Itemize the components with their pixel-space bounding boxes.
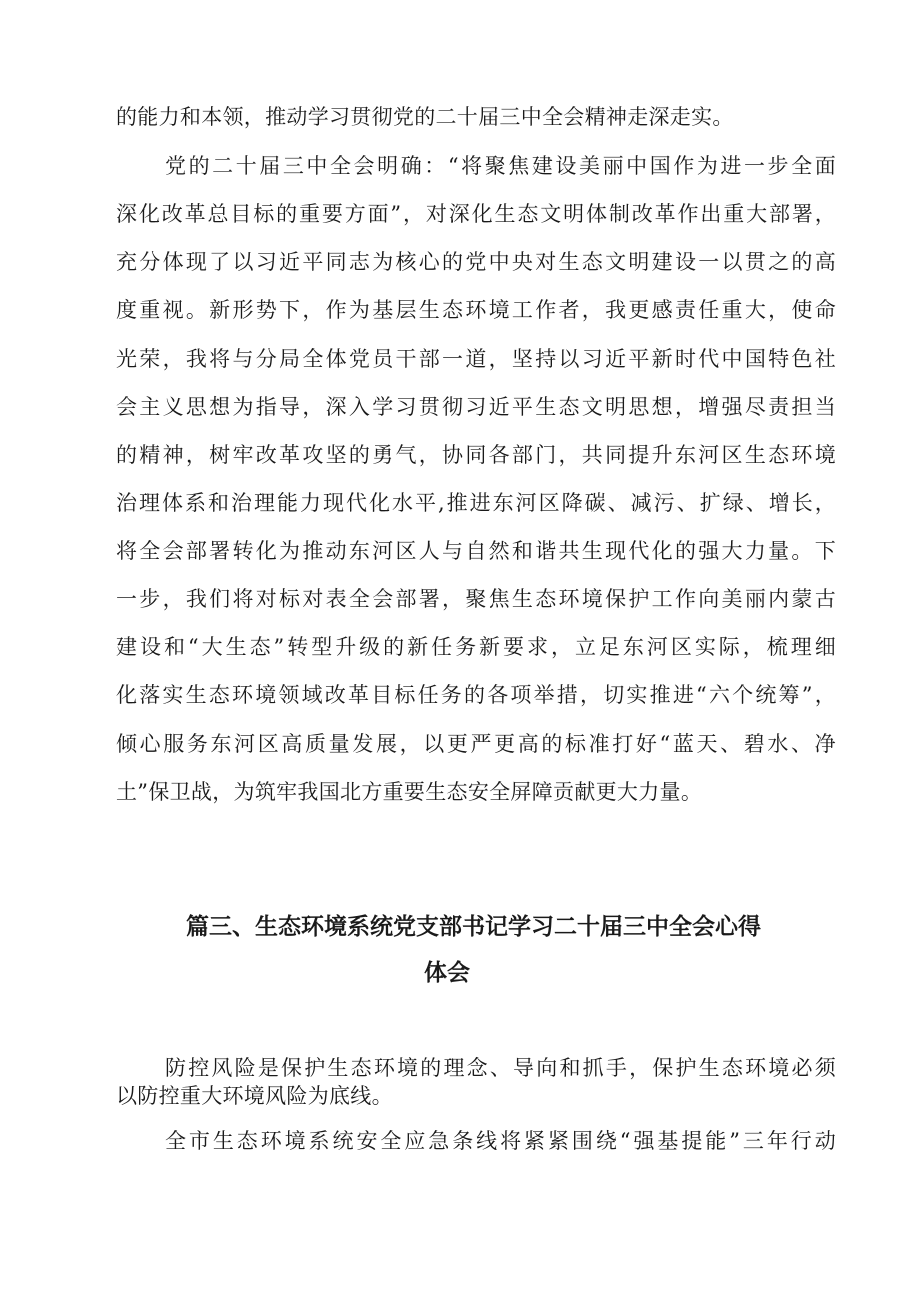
paragraph-line: 以防控重大环境风险为底线。 — [116, 1084, 393, 1108]
paragraph-line: 度重视。新形势下，作为基层生态环境工作者，我更感责任重大，使命 — [116, 298, 836, 322]
paragraph-line: 党的二十届三中全会明确：“将聚焦建设美丽中国作为进一步全面 — [165, 154, 836, 178]
paragraph-line: 充分体现了以习近平同志为核心的党中央对生态文明建设一以贯之的高 — [116, 250, 836, 274]
paragraph-line: 建设和“大生态”转型升级的新任务新要求，立足东河区实际，梳理细 — [116, 635, 836, 659]
paragraph-line: 的能力和本领，推动学习贯彻党的二十届三中全会精神走深走实。 — [116, 105, 734, 129]
paragraph-line: 全市生态环境系统安全应急条线将紧紧围绕“强基提能”三年行动 — [165, 1129, 836, 1153]
paragraph-line: 的精神，树牢改革攻坚的勇气，协同各部门，共同提升东河区生态环境 — [116, 443, 836, 467]
paragraph-line: 防控风险是保护生态环境的理念、导向和抓手，保护生态环境必须 — [165, 1056, 836, 1080]
section-heading-continued: 体会 — [424, 960, 470, 986]
paragraph-line: 倾心服务东河区高质量发展，以更严更高的标准打好“蓝天、碧水、净 — [116, 732, 836, 756]
paragraph-line: 深化改革总目标的重要方面”，对深化生态文明体制改革作出重大部署， — [116, 202, 836, 226]
section-heading: 篇三、生态环境系统党支部书记学习二十届三中全会心得 — [186, 914, 761, 940]
paragraph-line: 会主义思想为指导，深入学习贯彻习近平生态文明思想，增强尽责担当 — [116, 395, 836, 419]
paragraph-line: 一步，我们将对标对表全会部署，聚焦生态环境保护工作向美丽内蒙古 — [116, 587, 836, 611]
paragraph-line: 土”保卫战，为筑牢我国北方重要生态安全屏障贡献更大力量。 — [116, 780, 703, 804]
paragraph-line: 光荣，我将与分局全体党员干部一道，坚持以习近平新时代中国特色社 — [116, 347, 836, 371]
paragraph-line: 将全会部署转化为推动东河区人与自然和谐共生现代化的强大力量。下 — [116, 539, 836, 563]
paragraph-line: 化落实生态环境领域改革目标任务的各项举措，切实推进“六个统筹”， — [116, 683, 836, 707]
paragraph-line: 治理体系和治理能力现代化水平,推进东河区降碳、减污、扩绿、增长， — [116, 491, 836, 515]
